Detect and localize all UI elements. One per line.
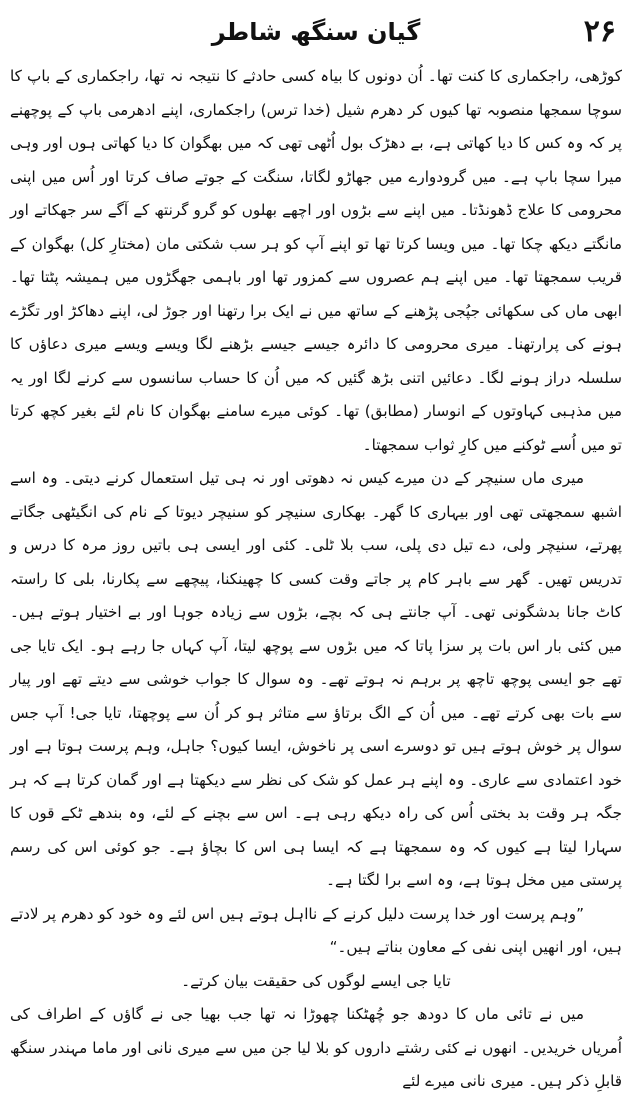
paragraph-attribution: تایا جی ایسے لوگوں کی حقیقت بیان کرتے۔ — [181, 971, 451, 990]
body-text — [10, 60, 622, 1099]
page-number: ۲۶ — [583, 14, 616, 49]
quote-paragraph: ”وہم پرست اور خدا پرست دلیل کرنے کے نااہل ہوتے ہیں اس لئے وہ خود کو دھرم پر لادتے ہیں، اور انھیں اپنی نفی کے معاون بناتے ہیں۔“ — [10, 904, 622, 956]
paragraph-2: میری ماں سنیچر کے دن میرے کیس نہ دھوتی اور نہ ہی تیل استعمال کرنے دیتی۔ وہ اسے اشبھ سمجھتی تھی اور بیہاری کا گھر۔ بھکاری سنیچر کو سنیچر دیوتا کے نام کی انگیٹھی جگاتے پھرتے، سنیچر ولی، دے تیل دی پلی، سب بلا ٹلی۔ کئی اور ایسی ہی باتیں روز مرہ کا درس و تدریس تھیں۔ گھر سے باہر کام پر جاتے وقت کسی کا چھینکنا، پیچھے سے پکارنا، بلی کا راستہ کاٹ جانا بدشگونی تھی۔ آپ جانتے ہی کہ بچے، بڑوں سے زیادہ جوہا اور بے اختیار ہوتے ہیں۔ میں کئی بار اس بات پر سزا پاتا کہ میں بڑوں سے پوچھ لیتا، آپ کہاں جا رہے ہو۔ ایک تایا جی تھے جو ایسی پوچھ تاچھ پر برہم نہ ہوتے تھے۔ وہ سوال کا جواب خوشی سے دیتے تھے اور پیار سے بات بھی کرتے تھے۔ میں اُن کے الگ برتاؤ سے متاثر ہو کر اُن سے پوچھتا، تایا جی! آپ جس سوال پر خوش ہوتے ہیں تو دوسرے اسی پر ناخوش، ایسا کیوں؟ جاہل، وہم پرست ہوتا ہے اور خود اعتمادی سے عاری۔ وہ اپنے ہر عمل کو شک کی نظر سے دیکھتا ہے اور گمان کرتا ہے کہ ہر جگہ ہر وقت بد بختی اُس کی راہ دیکھ رہی ہے۔ اس سے بچنے کے لئے، وہ بندھے ٹکے قوں کا سہارا لیتا ہے کیوں کہ وہ سمجھتا ہے کہ ایسا ہی اس کا بچاؤ ہے۔ جو کوئی اس کی رسم پرستی میں مخل ہوتا ہے، وہ اسے برا لگتا ہے۔ — [10, 469, 622, 889]
running-title: گیان سنگھ شاطر — [211, 18, 421, 46]
paragraph-1: کوڑھی، راجکماری کا کنت تھا۔ اُن دونوں کا بیاہ کسی حادثے کا نتیجہ نہ تھا، راجکماری کے باپ کا سوچا سمجھا منصوبہ تھا کیوں کر دھرم شیل (خدا ترس) راجکماری، اپنے ادھرمی باپ کے پوچھنے پر کہ وہ کس کا دیا کھاتی ہے، بے دھڑک بول اُٹھی تھی کہ میں بھگوان کا دیا کھاتی ہوں اور وہی میرا سچا باپ ہے۔ میں گرودوارے میں جھاڑو لگاتا، سنگت کے جوتے صاف کرتا اور اُس میں اپنی محرومی کا علاج ڈھونڈتا۔ میں اپنے سے بڑوں اور اچھے بھلوں کو گرو گرنتھ کے آگے سر جھکاتے اور مانگتے دیکھ چکا تھا۔ میں ویسا کرتا تھا تو اپنے آپ کو ہر سب شکتی مان (مختارِ کل) بھگوان کے قریب سمجھتا تھا۔ میں اپنے ہم عصروں سے کمزور تھا اور باہمی جھگڑوں میں ہمیشہ پٹتا تھا۔ ابھی ماں کی سکھائی جپُجی پڑھنے کے ساتھ میں نے ایک برا رتھنا اور جوڑ لی، اپنے دھاکڑ اور تگڑے ہونے کی پرارتھنا۔ میری محرومی کا دائرہ جیسے جیسے بڑھنے لگا ویسے ویسے میری دعاؤں کا سلسلہ دراز ہونے لگا۔ دعائیں اتنی بڑھ گئیں کہ میں اُن کا حساب سانسوں سے کرنے لگا اور یہ میں مذہبی کہاوتوں کے انوسار (مطابق) تھا۔ کوئی میرے سامنے بھگوان کا نام لئے بغیر کچھ کرتا تو میں اُسے ٹوکنے میں کارِ ثواب سمجھتا۔ — [10, 67, 622, 454]
paragraph-5: میں نے تائی ماں کا دودھ جو چُھٹکنا چھوڑا نہ تھا جب بھیا جی نے گاؤں کے اطراف کی اُمریاں خریدیں۔ انھوں نے کئی رشتے داروں کو بلا لیا جن میں سے میری نانی اور ماما مہندر سنگھ قابلِ ذکر ہیں۔ میری نانی میرے لئے — [10, 1005, 622, 1090]
page-header — [10, 14, 622, 60]
